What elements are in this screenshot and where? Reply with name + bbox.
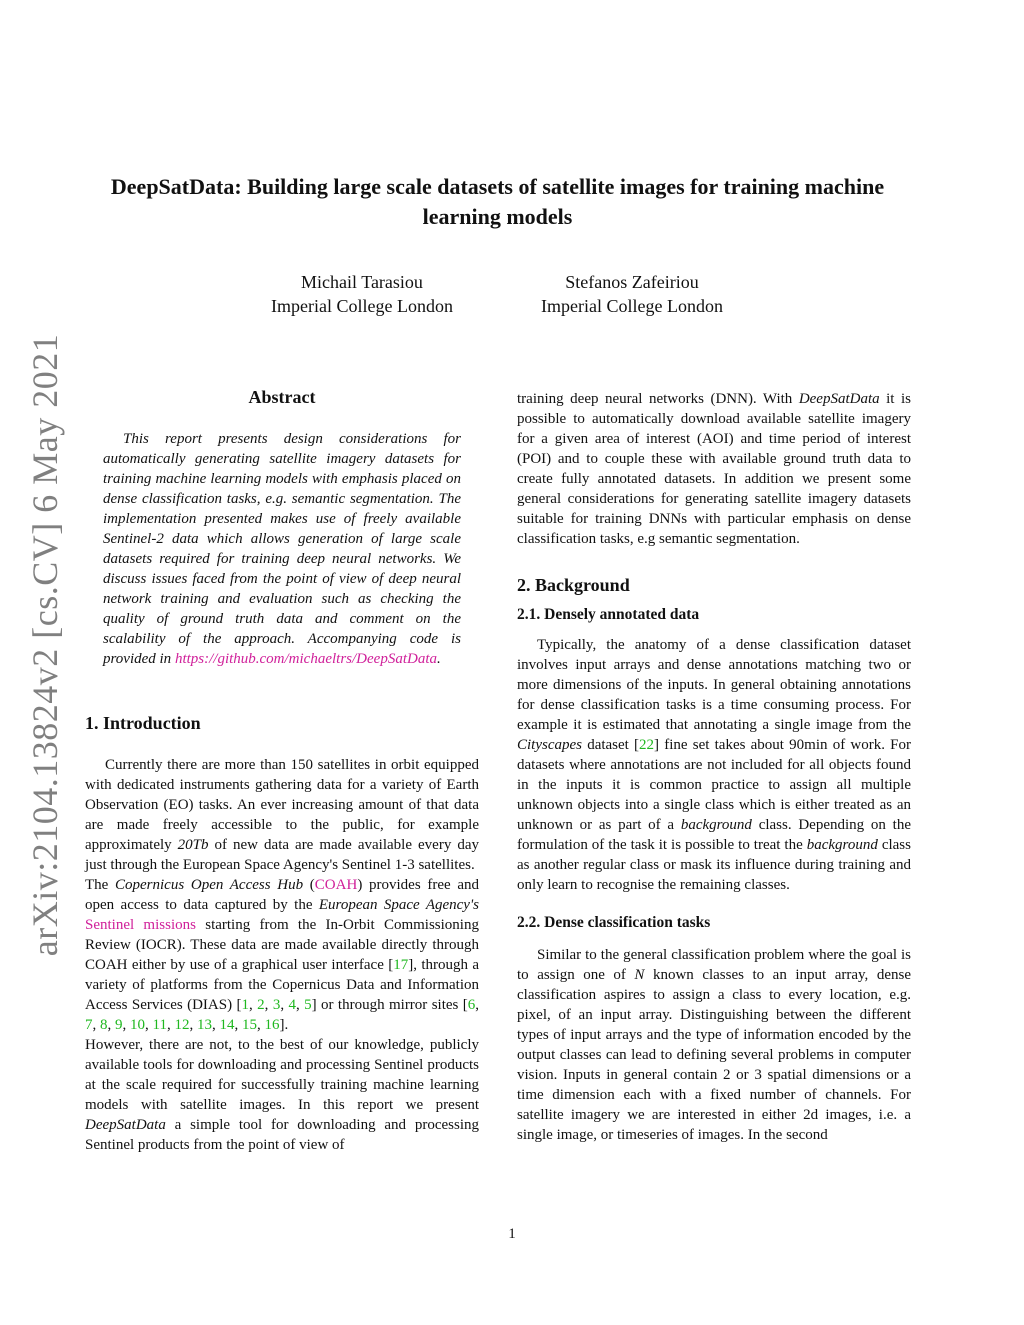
citation-link[interactable]: 12 (174, 1017, 190, 1033)
sub2-a: Similar to the general classification problem where the goal is to assign one of (517, 947, 911, 983)
intro-p2-c: ) provides free and open access to data captured by the (85, 877, 479, 913)
sub2-math: N (634, 967, 645, 983)
intro-p1-math: 20Tb (177, 837, 209, 853)
author-1-affiliation: Imperial College London (271, 296, 453, 316)
sub1-b: dataset [ (582, 737, 640, 753)
sub1-em3: background (806, 837, 878, 853)
sub1-e: class as another regular class or mask its influence during training and only learn to recognise the remaining classes. (517, 837, 911, 893)
abstract-end: . (437, 651, 441, 667)
citation-link[interactable]: 5 (304, 997, 312, 1013)
abstract-body (103, 429, 461, 669)
sub1-em2: background (680, 817, 752, 833)
citation-link[interactable]: 3 (272, 997, 281, 1013)
cont-a: training deep neural networks (DNN). With (517, 391, 799, 407)
sentinel-missions-link[interactable]: Sentinel missions (85, 917, 196, 933)
intro-paragraph-1 (85, 755, 479, 875)
sub2-b: known classes to an input array, dense classification aspires to assign a class to every location, e.g. pixel, of an input array. Distinguishing between the different types of input arrays and the type of information encoded by the output classes can lead to defining several problems in computer vision. Inputs in general contain 2 or 3 spatial dimensions or a time dimension each with a fixed number of channels. For satellite imagery we are interested in either 2d images, i.e. a single image, or timeseries of images. In the second (517, 967, 911, 1143)
citation-link[interactable]: 15 (241, 1017, 257, 1033)
author-1-name: Michail Tarasiou (301, 272, 423, 292)
cont-b: it is possible to automatically download available satellite imagery for a given area of interest (AOI) and time period of interest (POI) and to couple these with available ground truth data to create fully annotated datasets. In addition we present some general considerations for generating satellite imagery datasets suitable for training DNNs with particular emphasis on dense classification tasks, e.g semantic segmentation. (517, 391, 911, 547)
sub1-d: class. Depending on the formulation of the task it is possible to treat the (517, 817, 911, 853)
citation-link[interactable]: 2 (257, 997, 265, 1013)
cont-em: DeepSatData (798, 391, 880, 407)
citation-link[interactable]: 8 (100, 1017, 108, 1033)
author-2-affiliation: Imperial College London (541, 296, 723, 316)
background-heading: 2. Background (517, 575, 630, 595)
intro-p2-h: ]. (279, 1017, 289, 1033)
intro-p2-f: ], through a variety of platforms from the Copernicus Data and Information Access Services (DIAS) [ (85, 957, 479, 1013)
dense-classification-paragraph (517, 945, 911, 1145)
right-column (517, 389, 911, 1145)
intro-p2-g: ] or through mirror sites [ (311, 997, 468, 1013)
citation-link[interactable]: 11 (152, 1017, 167, 1033)
citation-link[interactable]: 10 (130, 1017, 145, 1033)
sub1-a: Typically, the anatomy of a dense classification dataset involves input arrays and dense annotations matching two or more dimensions of the inputs. In general obtaining annotations for dense classification tasks is a time consuming process. For example it is estimated that annotating a single image from the (517, 637, 911, 733)
author-2 (482, 270, 782, 318)
intro-p2-em1: Copernicus Open Access Hub (115, 877, 304, 893)
citation-link[interactable]: 17 (393, 957, 409, 973)
citation-link[interactable]: 16 (264, 1017, 280, 1033)
densely-annotated-paragraph (517, 635, 911, 895)
coah-link[interactable]: COAH (314, 877, 358, 893)
author-1 (212, 270, 512, 318)
intro-paragraph-3 (85, 1035, 479, 1155)
author-2-name: Stefanos Zafeiriou (565, 272, 699, 292)
code-link[interactable]: https://github.com/michaeltrs/DeepSatData (174, 651, 437, 667)
arxiv-stamp: arXiv:2104.13824v2 [cs.CV] 6 May 2021 (25, 333, 65, 957)
subsection-densely-annotated-heading: 2.1. Densely annotated data (517, 606, 700, 623)
paper-title: DeepSatData: Building large scale datasets of satellite images for training machine learning models (110, 174, 885, 229)
sub1-c: ] fine set takes about 90min of work. For datasets where annotations are not included for all objects found in the inputs it is common practice to assign all multiple unknown objects into a single class which is either treated as an unknown or as part of a (517, 737, 912, 833)
intro-p2-e: starting from the In-Orbit Commissioning Review (IOCR). These data are made available directly through COAH either by use of a graphical user interface [ (85, 917, 479, 973)
intro-p2-b: ( (303, 877, 315, 893)
introduction-heading: 1. Introduction (85, 713, 201, 733)
citation-link[interactable]: 1 (241, 997, 249, 1013)
citation-link[interactable]: 4 (288, 997, 296, 1013)
abstract-heading: Abstract (248, 387, 316, 407)
intro-p3-b: a simple tool for downloading and processing Sentinel products from the point of view of (85, 1117, 479, 1153)
intro-p3-a: However, there are not, to the best of our knowledge, publicly available tools for downloading and processing Sentinel products at the scale required for successfully training machine learning models with satellite images. In this report we present (85, 1037, 479, 1113)
page-number: 1 (508, 1226, 516, 1242)
sub1-em1: Cityscapes (517, 737, 582, 753)
citation-link[interactable]: 7 (85, 1017, 93, 1033)
citation-link[interactable]: 22 (639, 737, 655, 753)
citation-link[interactable]: 9 (115, 1017, 123, 1033)
intro-paragraph-2: The Copernicus Open Access Hub (COAH) provides free and open access to data captured by the European Space Agency's Sentinel missions starting from the In-Orbit Commissioning Review (IOCR). These data are made available directly through COAH either by use of a graphical user interface [17], through a variety of platforms from the Copernicus Data and Information Access Services (DIAS) [1, 2, 3, 4, 5] or through mirror sites [6, 7, 8, 9, 10, 11, 12, 13, 14, 15, 16]. (85, 877, 480, 1033)
citation-link[interactable]: 6 (467, 997, 476, 1013)
citation-link[interactable]: 14 (219, 1017, 235, 1033)
left-column (85, 385, 479, 1155)
intro-p1-b: of new data are made available every day just through the European Space Agency's Sentinel 1-3 satellites. (85, 837, 479, 873)
intro-p2-em2: European Space Agency's (318, 897, 480, 913)
intro-p3-em: DeepSatData (85, 1117, 166, 1133)
abstract-text: This report presents design considerations for automatically generating satellite imagery datasets for training machine learning models with emphasis placed on dense classification tasks, e.g. semantic segmentation. The implementation presented makes use of freely available Sentinel-2 data which allows generation of large scale datasets required for training deep neural networks. We discuss issues faced from the point of view of deep neural network training and evaluation such as checking the quality of ground truth data and comment on the scalability of the approach. Accompanying code is provided in (103, 431, 461, 667)
subsection-dense-classification-heading: 2.2. Dense classification tasks (517, 914, 711, 931)
citation-link[interactable]: 13 (196, 1017, 212, 1033)
intro-p1-a: Currently there are more than 150 satellites in orbit equipped with dedicated instruments gathering data for a variety of Earth Observation (EO) tasks. An ever increasing amount of that data are made freely accessible to the public, for example approximately (85, 757, 479, 853)
intro-continuation (517, 389, 911, 549)
intro-p2-a: The (85, 877, 116, 893)
